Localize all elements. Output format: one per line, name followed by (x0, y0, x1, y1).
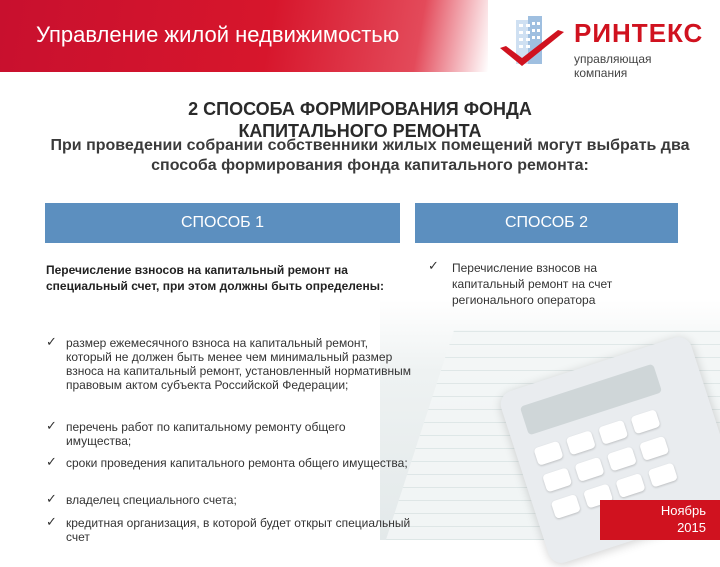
checkmark-icon: ✓ (46, 491, 57, 506)
method2-header: СПОСОБ 2 (415, 203, 678, 243)
checkmark-icon: ✓ (46, 418, 57, 433)
header (0, 0, 720, 78)
list-item-text: перечень работ по капитальному ремонту общего имущества; (66, 420, 346, 448)
date-month: Ноябрь (660, 503, 706, 518)
logo-tagline: управляющая компания (574, 52, 652, 80)
date-year: 2015 (677, 520, 706, 535)
checkmark-icon: ✓ (46, 514, 57, 529)
date-badge (600, 500, 720, 540)
page-subtitle: При проведении собрании собственники жилых помещений могут выбрать два способа формирования фонда капитального ремонта: (50, 137, 690, 174)
list-item-text: владелец специального счета; (66, 493, 237, 507)
method1-description: Перечисление взносов на капитальный ремонт на специальный счет, при этом должны быть определены: (46, 263, 384, 293)
building-logo-icon (498, 14, 568, 74)
company-logo (498, 14, 708, 80)
page-title-line2: КАПИТАЛЬНОГО РЕМОНТА (238, 121, 482, 141)
method2-item: Перечисление взносов на капитальный ремонт на счет регионального оператора (452, 261, 613, 307)
checkmark-icon: ✓ (46, 454, 57, 469)
logo-name: РИНТЕКС (574, 18, 704, 48)
checkmark-icon: ✓ (428, 258, 439, 273)
title-bar (0, 0, 488, 72)
list-item-text: кредитная организация, в которой будет открыт специальный счет (66, 516, 411, 544)
checkmark-icon: ✓ (46, 334, 57, 349)
method1-header: СПОСОБ 1 (45, 203, 400, 243)
list-item-text: сроки проведения капитального ремонта общего имущества; (66, 456, 408, 470)
page-title-line1: 2 СПОСОБА ФОРМИРОВАНИЯ ФОНДА (188, 99, 532, 119)
header-title: Управление жилой недвижимостью (36, 22, 400, 47)
list-item-text: размер ежемесячного взноса на капитальный ремонт, который не должен быть менее чем минимальный размер взноса на капитальный ремонт, установленный нормативным правовым актом субъекта Российской Федерации; (66, 336, 411, 392)
